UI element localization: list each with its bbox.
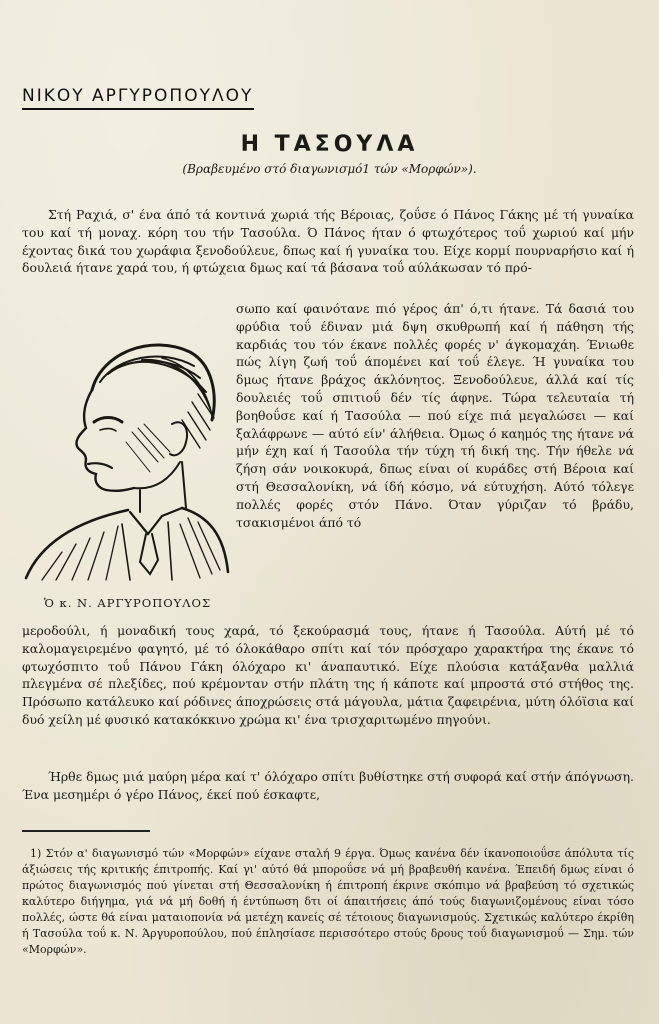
footnote-divider [22, 830, 150, 832]
footnote [22, 846, 634, 958]
paragraph-text: σωπο καί φαινότανε πιό γέρος άπ' ό,τι ήτανε. Τά δασιά του φρύδια τοΰ έδιναν μιά δψη σκυθρωπή καί ή πάθηση τής καρδιάς του τόν έκανε πολλές φορές ν' άγκομαχάη. Ένιωθε πώς λίγη ζωή τοΰ άπομένει καί τοΰ έλεγε. Ή γυναίκα του δμως ήτανε βράχος άκλόνητος. Ξενοδούλευε, άλλά καί τίς δουλειές τοΰ σπιτιοΰ δέν τίς άφηνε. Τώρα τελευταία τή βοηθοΰσε καί ή Τασούλα — πού είχε πιά μεγαλώσει — καί ξαλάφρωνε — αύτό είν' άλήθεια. Όμως ό καημός της ήτανε νά μήν έχη καί ή Τασούλα τήν τύχη τή δική της. Τήν ήθελε νά ζήση σάν νοικοκυρά, δπως είναι οί κυράδες στή Βέροια καί στή Θεσσαλονίκη, νά ίδή κόσμο, νά εύτυχήση. Αύτό τόλεγε πολλές φορές στόν Πάνο. Όταν γύριζαν τό βράδυ, τσακισμένοι άπό τό [236, 301, 634, 530]
paragraph-text: Στή Ραχιά, σ' ένα άπό τά κοντινά χωριά τής Βέροιας, ζοΰσε ό Πάνος Γάκης μέ τή γυναίκα του καί τή μοναχ. κόρη του τήν Τασούλα. Ό Πάνος ήταν ό φτωχότερος τοΰ χωριού καί μήν έχοντας δικά του χωράφια ξενοδούλευε, δπως καί ή γυναίκα του. Είχε κορμί πουρναρήσιο καί ή δουλειά ήτανε χαρά του, ή φτώχεια δμως καί τά βάσανα τοΰ αύλάκωσαν τό πρό- [22, 207, 634, 276]
paragraph-text: μεροδούλι, ή μοναδική τους χαρά, τό ξεκούρασμά τους, ήτανε ή Τασούλα. Αύτή μέ τό καλομαγειρεμένο φαγητό, μέ τό όλοκάθαρο σπίτι καί τόν πρόσχαρο χαρακτήρα της έκανε τό φτωχόσπιτο τοΰ Πάνου Γάκη όλόχαρο κι' άναπαυτικό. Είχε πλούσια κατάξανθα μαλλιά πλεγμένα σέ πλεξίδες, πού κρέμονταν στήν πλάτη της ή κάποτε καί μπροστά στό στήθος της. Πρόσωπο κατάλευκο καί ρόδινες άποχρώσεις στά μάγουλα, μάτια ζαφειρένια, μύτη όλόϊσια καί δυό χείλη μέ φυσικό κατακόκκινο χρώμα κι' ένα τρισχαριτωμένο πηγούνι. [22, 623, 634, 727]
story-paragraph-column [236, 300, 634, 531]
portrait-caption: Ὁ κ. Ν. ΑΡΓΥΡΟΠΟΥΛΟΣ [44, 596, 212, 610]
story-paragraph-2 [22, 768, 634, 804]
story-title: Η ΤΑΣΟΥΛΑ [240, 132, 419, 157]
bleed-through-text [40, 6, 620, 26]
story-paragraph-bottom [22, 622, 634, 729]
footnote-text: 1) Στόν α' διαγωνισμό τών «Μορφών» είχανε σταλή 9 έργα. Όμως κανένα δέν ίκανοποιοΰσε άπόλυτα τίς άξιώσεις τής κριτικής έπιτροπής. Καί γι' αύτό θά μποροΰσε νά μή βραβευθή κανένα. Έπειδή δμως είναι ό πρώτος διαγωνισμός πού γίνεται στή Θεσσαλονίκη ή έπιτροπή έκρινε σκόπιμο νά βραβεύση τό σχετικώς καλύτερο διήγημα, γιά νά μή δοθή ή έντύπωση δτι οί άπαιτήσεις άπό τούς διαγωνιζομένους είναι τόσο πολλές, ώστε θά είναι ματαιοπονία νά μετέχη κανείς σέ τέτοιους διαγωνισμούς. Σχετικώς καλύτερο έκρίθη ή Τασούλα τοΰ κ. Ν. Άργυροπούλου, πού έπλησίασε περισσότερο στούς δρους τοΰ διαγωνισμοΰ — Σημ. τών «Μορφών». [22, 847, 634, 956]
author-name: ΝΙΚΟΥ ΑΡΓΥΡΟΠΟΥΛΟΥ [22, 86, 254, 106]
story-paragraph-top [22, 206, 634, 277]
author-portrait [22, 312, 232, 584]
portrait-sketch-icon [22, 312, 232, 584]
paragraph-text: Ήρθε δμως μιά μαύρη μέρα καί τ' όλόχαρο σπίτι βυθίστηκε στή συφορά καί στήν άπόγνωση. Ένα μεσημέρι ό γέρο Πάνος, έκεί πού έσκαφτε, [22, 769, 634, 802]
story-subtitle: (Βραβευμένο στό διαγωνισμό1 τών «Μορφών»). [182, 162, 477, 176]
author-underline [22, 108, 254, 110]
